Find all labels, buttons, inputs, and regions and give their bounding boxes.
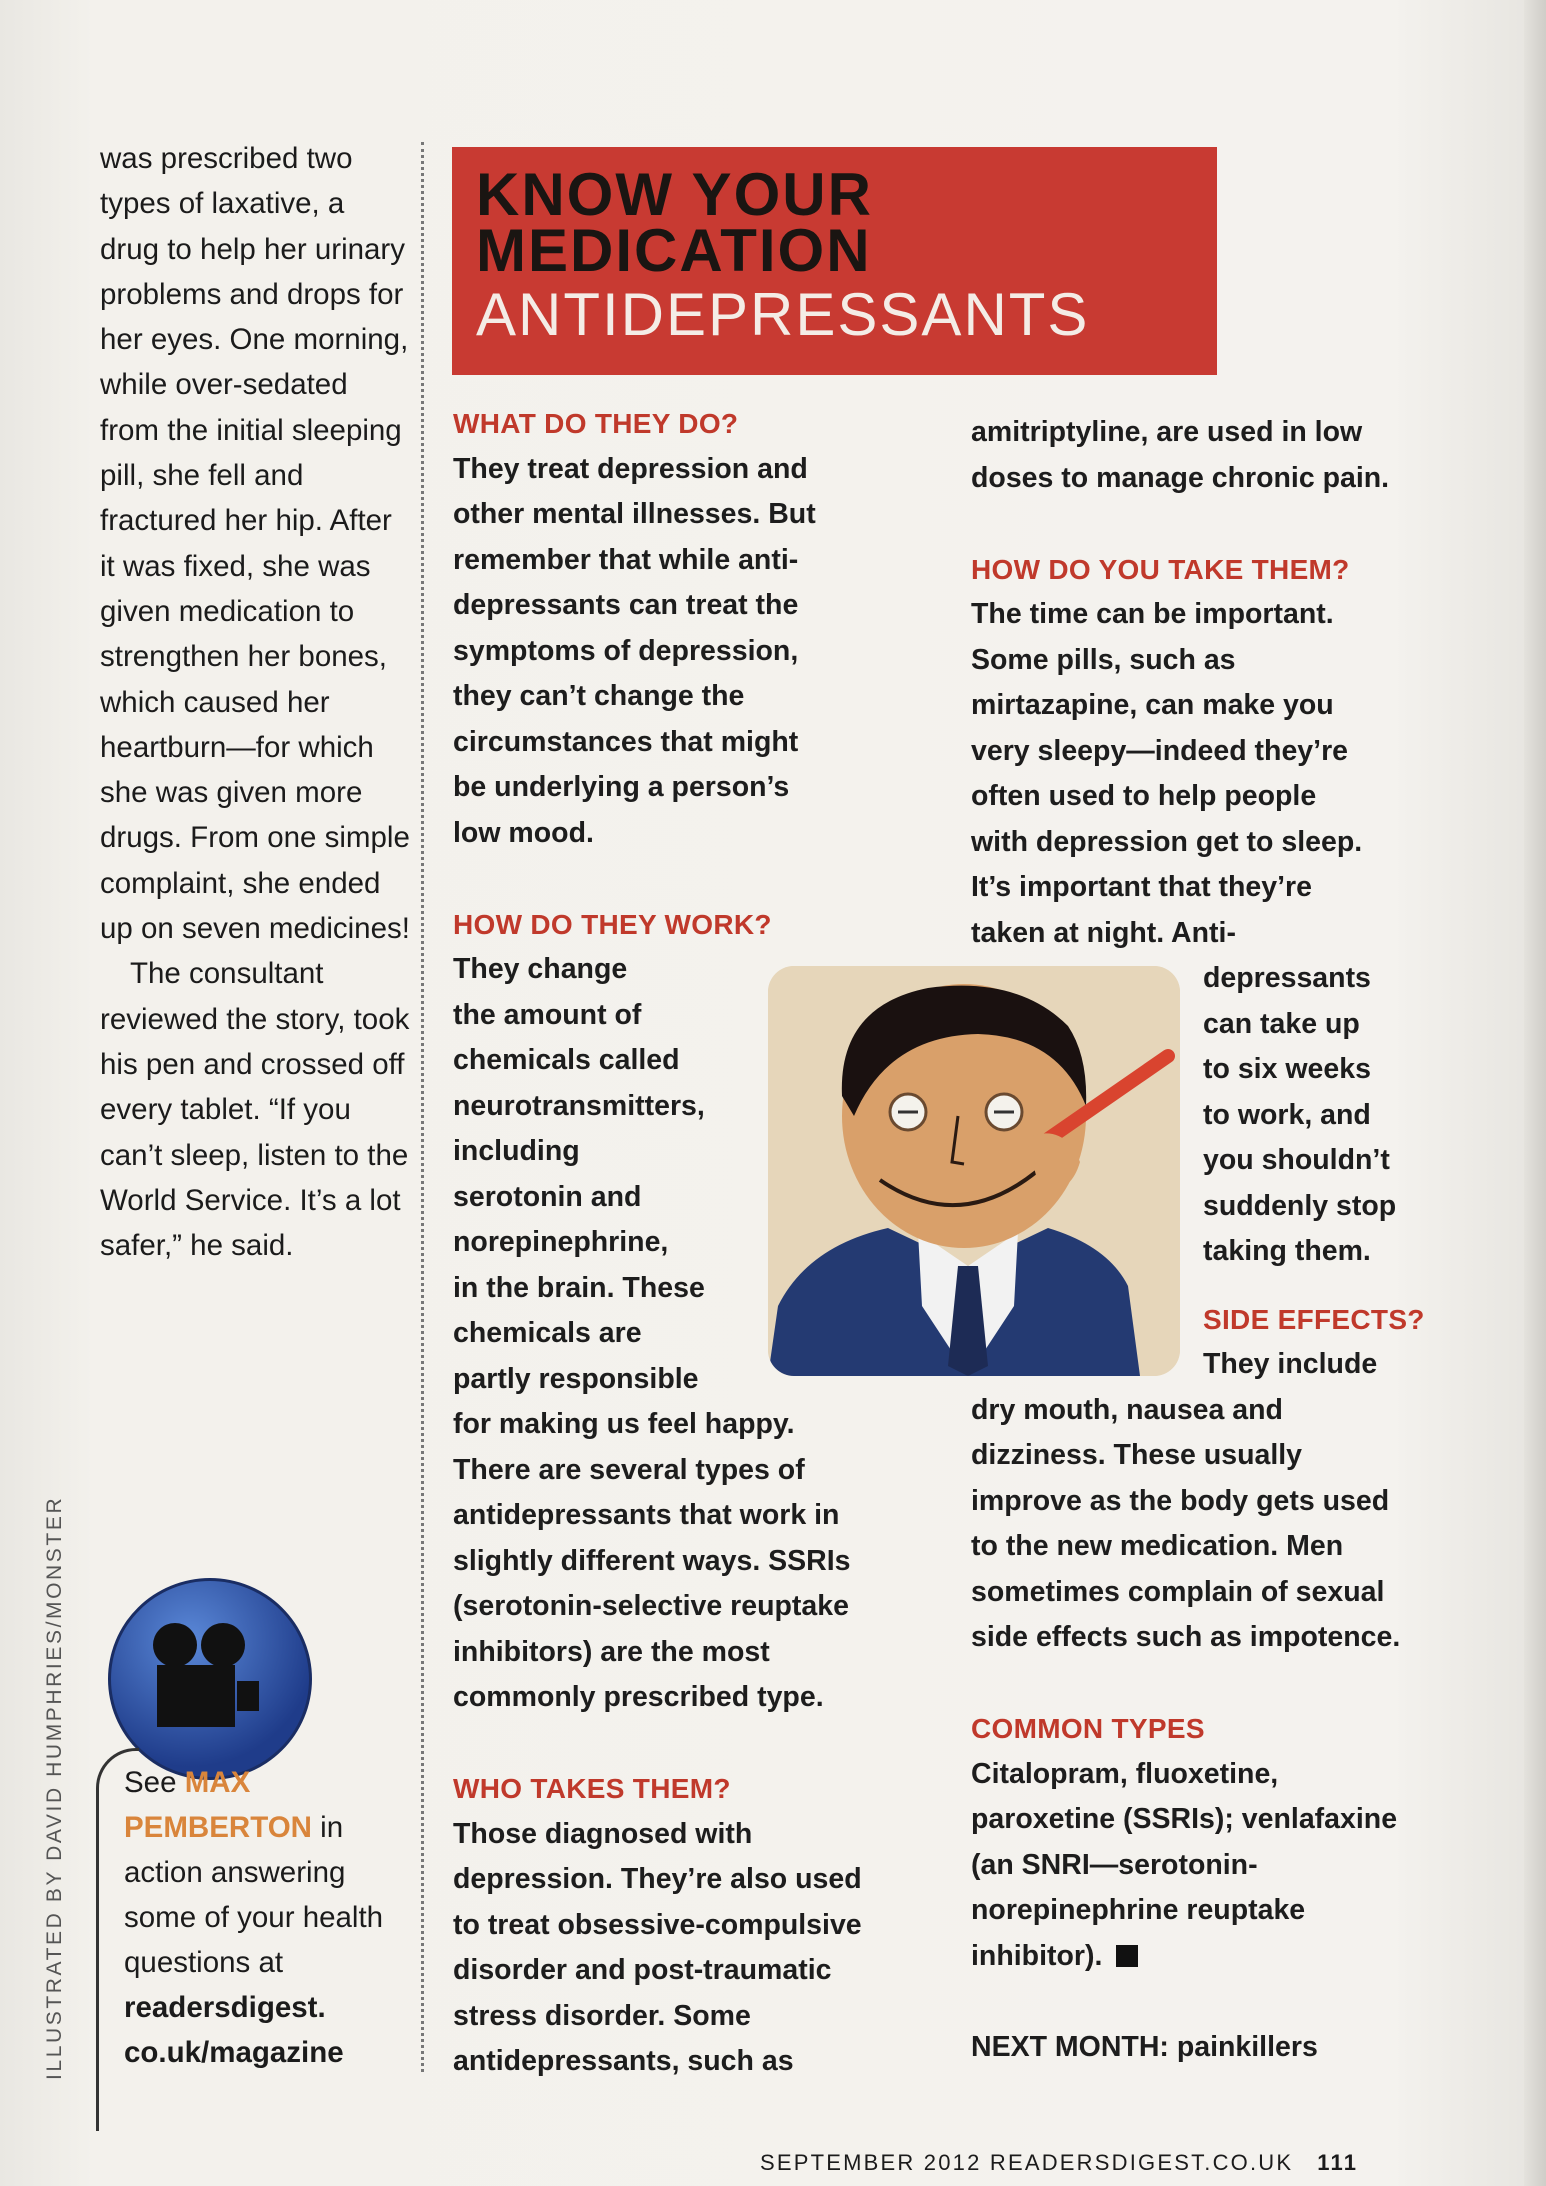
- body-line: norepinephrine,: [453, 1226, 669, 1258]
- body-line: circumstances that might: [453, 725, 799, 758]
- body-line: including: [453, 1135, 580, 1167]
- page-binding-shadow: [1524, 0, 1546, 2186]
- heading-what-do-they-do: WHAT DO THEY DO?: [453, 408, 739, 439]
- body-line: paroxetine (SSRIs); venlafaxine: [971, 1803, 1398, 1835]
- banner-line-2: MEDICATION: [476, 217, 872, 284]
- body-line: doses to manage chronic pain.: [971, 461, 1390, 494]
- body-line: dry mouth, nausea and: [971, 1393, 1283, 1426]
- page-number: 111: [1317, 2150, 1359, 2175]
- body-line: antidepressants that work in: [453, 1499, 840, 1531]
- video-camera-glyph: [111, 1581, 309, 1777]
- promo-mid: in action answering some of your health questions at: [124, 1811, 384, 1979]
- body-line: they can’t change the: [453, 680, 745, 712]
- heading-side-effects: SIDE EFFECTS?: [1203, 1303, 1425, 1335]
- body-line: be underlying a person’s: [453, 771, 790, 803]
- next-month-line: [971, 2025, 1451, 2071]
- body-line: commonly prescribed type.: [453, 1681, 824, 1713]
- body-line: They treat depression and: [453, 452, 808, 485]
- body-line: (an SNRI—serotonin-: [971, 1848, 1258, 1881]
- body-line: Those diagnosed with: [453, 1817, 753, 1850]
- promo-url-link[interactable]: readersdigest. co.uk/magazine: [124, 1991, 344, 2069]
- illustration-credit: ILLUSTRATED BY DAVID HUMPHRIES/MONSTER: [43, 1495, 66, 2080]
- heading-common-types: COMMON TYPES: [971, 1713, 1205, 1744]
- body-line: suddenly stop: [1203, 1189, 1397, 1222]
- page-footer: [760, 2150, 1358, 2176]
- body-line: in the brain. These: [453, 1271, 705, 1304]
- body-line: partly responsible: [453, 1362, 699, 1395]
- body-line: neurotransmitters,: [453, 1089, 705, 1122]
- body-line: serotonin and: [453, 1180, 642, 1213]
- body-line: They change: [453, 953, 628, 985]
- body-line: There are several types of: [453, 1453, 805, 1486]
- body-line: sometimes complain of sexual: [971, 1575, 1385, 1608]
- line-spacer: [971, 1979, 1451, 2025]
- banner-line-1: KNOW YOUR: [476, 161, 873, 228]
- body-line: chemicals called: [453, 1044, 680, 1076]
- line-spacer: [971, 501, 1451, 547]
- next-month-topic: painkillers: [1168, 2030, 1318, 2063]
- body-line: inhibitor).: [971, 1934, 1451, 1980]
- body-line: slightly different ways. SSRIs: [453, 1544, 851, 1577]
- body-line: (serotonin-selective reuptake: [453, 1590, 849, 1622]
- body-line: improve as the body gets used: [971, 1484, 1390, 1517]
- body-line: you shouldn’t: [1203, 1144, 1390, 1176]
- body-line: depression. They’re also used: [453, 1863, 862, 1895]
- left-paragraph-2: The consultant reviewed the story, took his pen and crossed off every tablet. “If you can’t sleep, listen to the World Service. It’s a lot safer,” he said.: [100, 957, 410, 1263]
- end-of-article-square-icon: [1116, 1945, 1138, 1967]
- body-line: depressants: [1203, 962, 1371, 994]
- body-line: low mood.: [453, 816, 594, 849]
- body-line: disorder and post-traumatic: [453, 1954, 832, 1986]
- heading-who-takes-them: WHO TAKES THEM?: [453, 1773, 731, 1804]
- body-line: depressants can treat the: [453, 589, 799, 621]
- body-line: taking them.: [1203, 1235, 1371, 1267]
- body-line: to six weeks: [1203, 1053, 1371, 1085]
- left-paragraph-1: was prescribed two types of laxative, a drug to help her urinary problems and drops for her eyes. One morning, while over-sedated from the initial sleeping pill, she fell and fractured her hip. After it was fixed, she was given medication to strengthen her bones, which caused her heartburn—for which she was given more drugs. From one simple complaint, she ended up on seven medicines!: [100, 142, 410, 946]
- body-line: remember that while anti-: [453, 543, 799, 576]
- body-line: inhibitors) are the most: [453, 1635, 770, 1668]
- body-line: dizziness. These usually: [971, 1439, 1303, 1471]
- footer-issue: SEPTEMBER 2012 READERSDIGEST.CO.UK: [760, 2150, 1294, 2175]
- promo-see: See: [124, 1766, 185, 1799]
- heading-how-do-you-take-them: HOW DO YOU TAKE THEM?: [971, 553, 1350, 585]
- title-banner: [452, 147, 1217, 375]
- body-line: to the new medication. Men: [971, 1530, 1344, 1562]
- heading-how-do-they-work: HOW DO THEY WORK?: [453, 908, 772, 940]
- body-line: Citalopram, fluoxetine,: [971, 1757, 1279, 1790]
- left-column: [100, 136, 410, 1268]
- body-line: Some pills, such as: [971, 643, 1236, 676]
- body-line: for making us feel happy.: [453, 1408, 795, 1440]
- body-line: side effects such as impotence.: [971, 1621, 1401, 1653]
- promo-name: MAX PEMBERTON: [124, 1766, 312, 1844]
- line-spacer: [453, 1721, 933, 1767]
- body-line: with depression get to sleep.: [971, 825, 1363, 858]
- body-line: the amount of: [453, 998, 642, 1031]
- illustration-man-with-pencil: [768, 966, 1180, 1376]
- line-spacer: [971, 1661, 1451, 1707]
- banner-line-3: ANTIDEPRESSANTS: [476, 281, 1090, 348]
- body-line: The time can be important.: [971, 598, 1334, 630]
- body-line: to work, and: [1203, 1098, 1371, 1131]
- body-line: It’s important that they’re: [971, 871, 1312, 903]
- body-line: to treat obsessive-compulsive: [453, 1908, 862, 1941]
- body-line: taken at night. Anti-: [971, 916, 1236, 949]
- body-line: chemicals are: [453, 1317, 642, 1349]
- body-line: antidepressants, such as: [453, 2045, 794, 2077]
- body-line: often used to help people: [971, 780, 1317, 812]
- body-line: amitriptyline, are used in low: [971, 416, 1363, 448]
- body-line: stress disorder. Some: [453, 1999, 751, 2032]
- man-illustration-svg: [768, 966, 1180, 1376]
- line-spacer: [453, 856, 933, 902]
- body-line: other mental illnesses. But: [453, 498, 816, 530]
- body-line: symptoms of depression,: [453, 634, 799, 667]
- next-month-label: NEXT MONTH:: [971, 2030, 1169, 2063]
- body-line: very sleepy—indeed they’re: [971, 734, 1349, 767]
- body-line: norepinephrine reuptake: [971, 1894, 1306, 1926]
- body-line: can take up: [1203, 1007, 1360, 1040]
- body-line: mirtazapine, can make you: [971, 689, 1334, 721]
- body-line: They include: [1203, 1348, 1378, 1380]
- video-promo: [124, 1760, 424, 2075]
